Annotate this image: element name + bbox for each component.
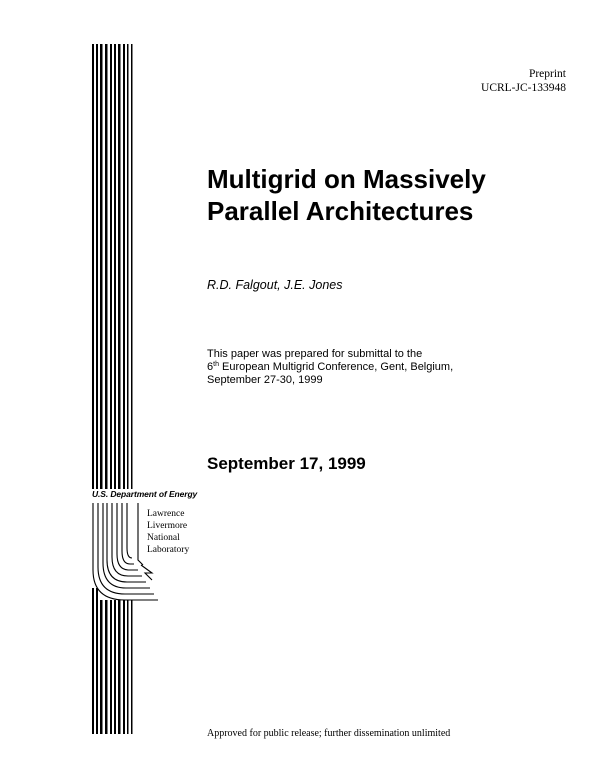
preprint-label: Preprint: [528, 68, 566, 80]
lab-line-3: National: [147, 533, 180, 543]
note-ordinal: 6: [207, 361, 214, 373]
release-statement: Approved for public release; further dissemination unlimited: [207, 728, 451, 739]
note-ordinal-suffix: th: [213, 361, 219, 368]
authors: R.D. Falgout, J.E. Jones: [207, 278, 343, 292]
note-line-2: European Multigrid Conference, Gent, Belgium,: [218, 361, 454, 373]
note-line-3: September 27-30, 1999: [207, 374, 323, 386]
lab-name: [147, 508, 189, 556]
report-identifier: [481, 67, 566, 95]
publication-date: September 17, 1999: [207, 454, 366, 473]
title-line-1: Multigrid on Massively: [207, 164, 486, 194]
lab-line-2: Livermore: [147, 521, 188, 531]
doe-label: U.S. Department of Energy: [92, 489, 198, 499]
lab-line-4: Laboratory: [147, 545, 190, 555]
paper-title: [207, 163, 567, 227]
report-number: UCRL-JC-133948: [481, 82, 566, 94]
title-line-2: Parallel Architectures: [207, 196, 474, 226]
submission-note: [207, 348, 537, 387]
note-line-1: This paper was prepared for submittal to the: [207, 348, 423, 360]
lab-line-1: Lawrence: [147, 509, 185, 519]
